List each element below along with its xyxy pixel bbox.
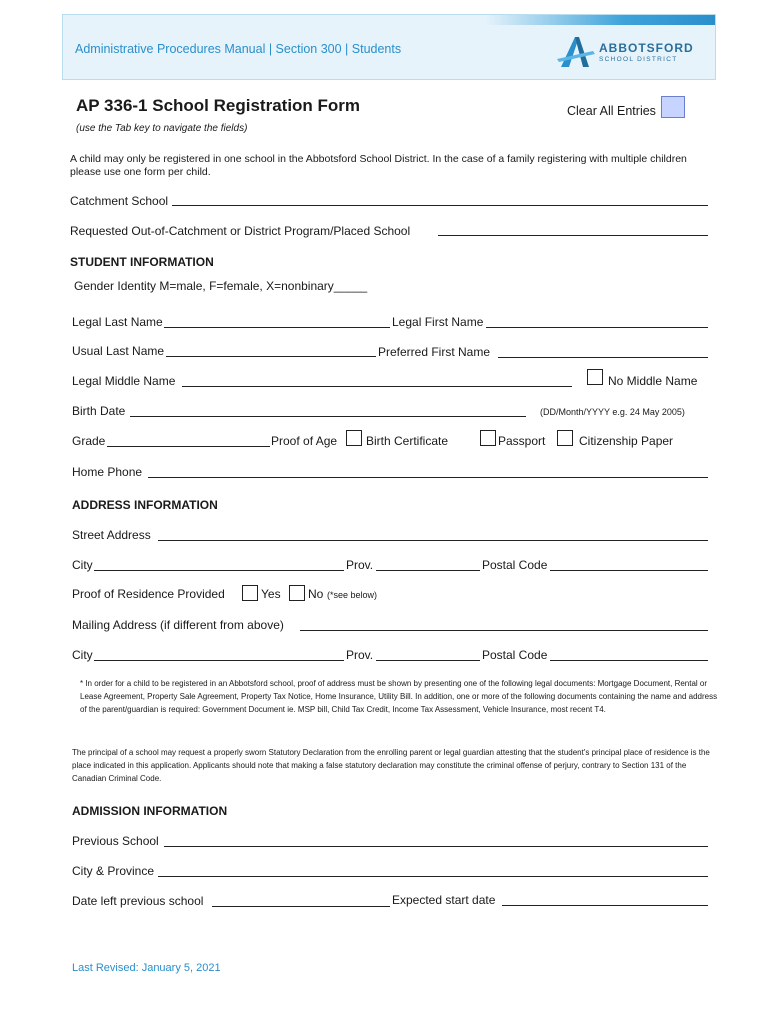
residence-no-checkbox[interactable] <box>289 585 305 601</box>
previous-school-field[interactable] <box>164 846 708 847</box>
header-stripe <box>485 15 715 25</box>
birth-certificate-checkbox[interactable] <box>346 430 362 446</box>
residence-no-label: No <box>308 587 324 601</box>
usual-last-name-label: Usual Last Name <box>72 344 165 358</box>
home-phone-field[interactable] <box>148 477 708 478</box>
logo-name: ABBOTSFORD <box>599 41 694 55</box>
birth-certificate-label: Birth Certificate <box>366 434 449 448</box>
no-middle-name-checkbox[interactable] <box>587 369 603 385</box>
mailing-prov-label: Prov. <box>346 648 374 662</box>
district-logo <box>555 33 695 73</box>
legal-last-name-label: Legal Last Name <box>72 315 163 329</box>
postal-code-label: Postal Code <box>482 558 548 572</box>
prov-field[interactable] <box>376 570 480 571</box>
city-province-field[interactable] <box>158 876 708 877</box>
logo-subtitle: SCHOOL DISTRICT <box>599 56 678 63</box>
form-subtitle: (use the Tab key to navigate the fields) <box>76 123 248 134</box>
manual-title: Administrative Procedures Manual | Section 300 | Students <box>75 42 402 56</box>
legal-last-name-field[interactable] <box>164 327 390 328</box>
document-header <box>62 14 716 80</box>
see-below-note: (*see below) <box>327 590 378 600</box>
district-logo-icon <box>555 33 599 73</box>
prov-label: Prov. <box>346 558 374 572</box>
legal-first-name-label: Legal First Name <box>392 315 484 329</box>
intro-text: A child may only be registered in one school in the Abbotsford School District. In the case of a family registering with multiple children please use one form per child. <box>70 153 687 178</box>
catchment-school-label: Catchment School <box>70 194 169 208</box>
birth-date-hint: (DD/Month/YYYY e.g. 24 May 2005) <box>540 407 685 417</box>
catchment-school-field[interactable] <box>172 205 708 206</box>
expected-start-field[interactable] <box>502 905 708 906</box>
no-middle-name-label: No Middle Name <box>608 374 698 388</box>
citizenship-paper-label: Citizenship Paper <box>579 434 674 448</box>
mailing-city-field[interactable] <box>94 660 344 661</box>
city-label: City <box>72 558 93 572</box>
preferred-first-name-label: Preferred First Name <box>378 345 491 359</box>
statutory-declaration-note: The principal of a school may request a properly sworn Statutory Declaration from the enrolling parent or legal guardian attesting that the student's principal place of residence is the place indicated in this application. Applicants should note that making a false statutory declaration may constitute the criminal offense of perjury, contrary to Section 131 of the Canadian Criminal Code. <box>72 748 710 783</box>
residence-note: * In order for a child to be registered in an Abbotsford school, proof of address must be shown by presenting one of the following legal documents: Mortgage Document, Rental or Lease Agreement, Property Sale Agreement, Property Tax Notice, Home Insurance, Utility Bill. In addition, one or more of the following documents containing the name and address of the parent/guardian is required: Government Document ie. MSP bill, Child Tax Credit, Income Tax Assessment, Vehicle Insurance, most recent T4. <box>80 679 718 714</box>
legal-middle-name-field[interactable] <box>182 386 572 387</box>
requested-school-field[interactable] <box>438 235 708 236</box>
grade-label: Grade <box>72 434 106 448</box>
expected-start-label: Expected start date <box>392 893 496 907</box>
preferred-first-name-field[interactable] <box>498 357 708 358</box>
grade-field[interactable] <box>107 446 270 447</box>
clear-all-label: Clear All Entries <box>567 104 656 118</box>
home-phone-label: Home Phone <box>72 465 143 479</box>
mailing-postal-code-label: Postal Code <box>482 648 548 662</box>
birth-date-label: Birth Date <box>72 404 126 418</box>
birth-date-field[interactable] <box>130 416 526 417</box>
legal-middle-name-label: Legal Middle Name <box>72 374 176 388</box>
city-province-label: City & Province <box>72 864 155 878</box>
mailing-address-label: Mailing Address (if different from above) <box>72 618 284 632</box>
legal-first-name-field[interactable] <box>486 327 708 328</box>
proof-of-residence-label: Proof of Residence Provided <box>72 587 225 601</box>
mailing-address-field[interactable] <box>300 630 708 631</box>
residence-yes-checkbox[interactable] <box>242 585 258 601</box>
passport-checkbox[interactable] <box>480 430 496 446</box>
street-address-field[interactable] <box>158 540 708 541</box>
requested-school-label: Requested Out-of-Catchment or District Program/Placed School <box>70 224 411 238</box>
clear-all-button[interactable] <box>661 96 685 118</box>
usual-last-name-field[interactable] <box>166 356 376 357</box>
residence-yes-label: Yes <box>261 587 281 601</box>
last-revised: Last Revised: January 5, 2021 <box>72 962 221 974</box>
mailing-postal-code-field[interactable] <box>550 660 708 661</box>
date-left-label: Date left previous school <box>72 894 204 908</box>
admission-info-heading: ADMISSION INFORMATION <box>72 804 228 818</box>
student-info-heading: STUDENT INFORMATION <box>70 255 214 269</box>
previous-school-label: Previous School <box>72 834 159 848</box>
form-title: AP 336-1 School Registration Form <box>76 96 361 115</box>
address-info-heading: ADDRESS INFORMATION <box>72 498 218 512</box>
citizenship-paper-checkbox[interactable] <box>557 430 573 446</box>
postal-code-field[interactable] <box>550 570 708 571</box>
street-address-label: Street Address <box>72 528 151 542</box>
gender-identity-field[interactable]: Gender Identity M=male, F=female, X=nonbinary_____ <box>74 279 368 293</box>
city-field[interactable] <box>94 570 344 571</box>
proof-of-age-label: Proof of Age <box>271 434 338 448</box>
passport-label: Passport <box>498 434 546 448</box>
date-left-field[interactable] <box>212 906 390 907</box>
mailing-city-label: City <box>72 648 93 662</box>
mailing-prov-field[interactable] <box>376 660 480 661</box>
